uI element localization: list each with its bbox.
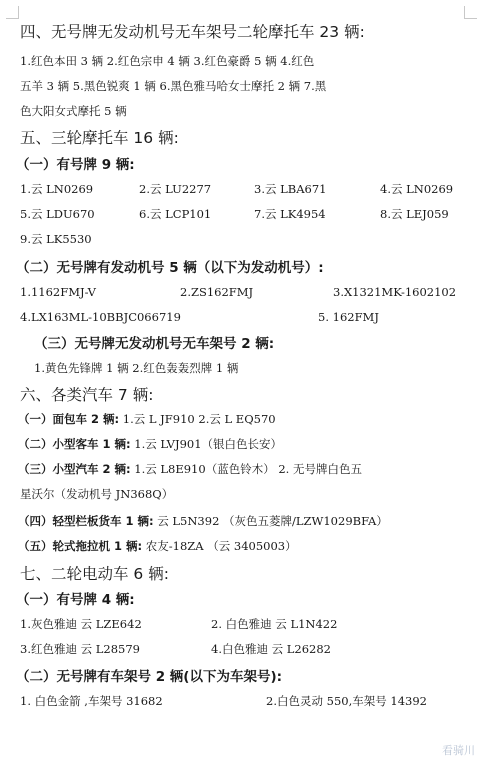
ebike-item: 1.灰色雅迪 云 LZE642: [20, 617, 142, 631]
plate-item: 1.云 LN0269: [20, 182, 94, 196]
vehicle-row-small-car: [18, 461, 362, 477]
plate-item: 3.云 LBA671: [254, 182, 327, 196]
crop-mark-top-right: [464, 6, 477, 19]
vehicle-row-tractor: [18, 538, 297, 554]
section-4-line-3: 色大阳女式摩托 5 辆: [20, 104, 127, 118]
ebike-item: 2. 白色雅迪 云 L1N422: [211, 617, 338, 631]
ebike-item: 3.红色雅迪 云 L28579: [20, 642, 141, 656]
section-5-sub-3-line: 1.黄色先锋牌 1 辆 2.红色轰轰烈牌 1 辆: [34, 361, 239, 375]
plate-item: 7.云 LK4954: [254, 207, 326, 221]
vehicle-row-label: （二）小型客车 1 辆:: [18, 437, 131, 451]
crop-mark-top-left: [6, 6, 19, 19]
section-7-sub-2: （二）无号牌有车架号 2 辆(以下为车架号):: [16, 669, 283, 685]
vehicle-row-text: 农友-18ZA （云 3405003）: [142, 539, 297, 553]
engine-item: 1.1162FMJ-V: [20, 285, 96, 299]
section-7-heading: 七、二轮电动车 6 辆:: [20, 565, 169, 583]
watermark-text: 看骑川: [442, 744, 475, 757]
ebike-frame-item: 1. 白色金箭 ,车架号 31682: [20, 694, 163, 708]
section-4-line-2: 五羊 3 辆 5.黑色锐爽 1 辆 6.黑色雅马哈女士摩托 2 辆 7.黑: [20, 79, 327, 93]
plate-item: 2.云 LU2277: [139, 182, 212, 196]
vehicle-row-label: （三）小型汽车 2 辆:: [18, 462, 131, 476]
plate-item: 8.云 LEJ059: [380, 207, 449, 221]
section-7-sub-1: （一）有号牌 4 辆:: [16, 592, 135, 608]
vehicle-row-text: 云 L5N392 （灰色五菱牌/LZW1029BFA）: [153, 514, 388, 528]
vehicle-row-small-car-cont: 星沃尔（发动机号 JN368Q）: [20, 487, 174, 501]
ebike-item: 4.白色雅迪 云 L26282: [211, 642, 332, 656]
section-5-sub-3: （三）无号牌无发动机号无车架号 2 辆:: [34, 336, 275, 352]
plate-item: 9.云 LK5530: [20, 232, 92, 246]
plate-item: 4.云 LN0269: [380, 182, 454, 196]
section-5-sub-1: （一）有号牌 9 辆:: [16, 157, 135, 173]
vehicle-row-label: （四）轻型栏板货车 1 辆:: [18, 514, 154, 528]
vehicle-row-light-truck: [18, 513, 388, 529]
vehicle-row-label: （一）面包车 2 辆:: [18, 412, 120, 426]
plate-item: 6.云 LCP101: [139, 207, 212, 221]
vehicle-row-text: 1.云 LVJ901（银白色长安）: [130, 437, 283, 451]
section-4-line-1: 1.红色本田 3 辆 2.红色宗申 4 辆 3.红色豪爵 5 辆 4.红色: [20, 54, 315, 68]
vehicle-row-small-bus: [18, 436, 282, 452]
vehicle-row-minibus: [18, 411, 276, 427]
section-4-heading: 四、无号牌无发动机号无车架号二轮摩托车 23 辆:: [20, 23, 365, 41]
engine-item: 5. 162FMJ: [318, 310, 379, 324]
section-5-sub-2: （二）无号牌有发动机号 5 辆（以下为发动机号）:: [16, 260, 324, 276]
engine-item: 4.LX163ML-10BBJC066719: [20, 310, 181, 324]
plate-item: 5.云 LDU670: [20, 207, 95, 221]
vehicle-row-text: 1.云 L8E910（蓝色铃木） 2. 无号牌白色五: [130, 462, 362, 476]
engine-item: 3.X1321MK-1602102: [333, 285, 457, 299]
section-6-heading: 六、各类汽车 7 辆:: [20, 386, 154, 404]
ebike-frame-item: 2.白色灵动 550,车架号 14392: [266, 694, 427, 708]
engine-item: 2.ZS162FMJ: [180, 285, 254, 299]
vehicle-row-label: （五）轮式拖拉机 1 辆:: [18, 539, 143, 553]
vehicle-row-text: 1.云 L JF910 2.云 L EQ570: [119, 412, 276, 426]
section-5-heading: 五、三轮摩托车 16 辆:: [20, 129, 179, 147]
